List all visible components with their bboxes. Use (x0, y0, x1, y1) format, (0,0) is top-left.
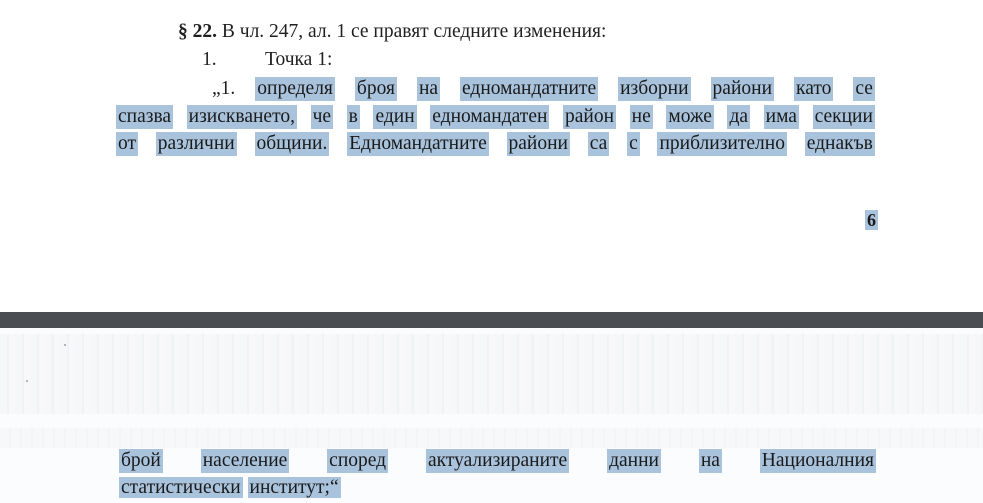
highlighted-word: определя (257, 78, 333, 99)
highlighted-word: статистически (121, 477, 241, 498)
highlighted-word: секции (814, 106, 873, 127)
heading-text: В чл. 247, ал. 1 се правят следните изменения: (217, 21, 607, 42)
highlighted-word: има (765, 106, 797, 127)
highlighted-word: броя (356, 78, 395, 99)
highlighted-word: от (118, 133, 137, 154)
paragraph-line-1 (212, 77, 875, 101)
highlighted-word: данни (609, 450, 659, 471)
highlighted-word: да (729, 106, 749, 127)
highlighted-word: райони (712, 78, 773, 99)
scan-speck (26, 380, 28, 382)
highlighted-word: Националния (761, 450, 874, 471)
paragraph-line-5 (119, 476, 341, 500)
highlighted-word: изискването, (188, 106, 295, 127)
highlighted-word: приблизително (659, 133, 785, 154)
section-number: § 22. (178, 21, 217, 42)
page-number-value: 6 (867, 210, 876, 230)
highlighted-word: като (796, 78, 832, 99)
highlighted-word: едномандатен (432, 106, 548, 127)
highlighted-word: според (329, 450, 387, 471)
highlighted-word: изборни (620, 78, 689, 99)
highlighted-word: един (375, 106, 415, 127)
paragraph-line-4 (119, 449, 876, 473)
highlighted-word: на (418, 78, 439, 99)
highlighted-word: институт;“ (249, 477, 339, 498)
scan-speck (64, 344, 66, 346)
paragraph-line-3 (116, 132, 875, 156)
highlighted-word: че (312, 106, 332, 127)
document-page-bottom (0, 328, 983, 503)
highlighted-word: актуализираните (427, 450, 568, 471)
highlighted-word: район (565, 106, 615, 127)
page-number (865, 208, 878, 232)
bleed-through-texture (0, 428, 983, 448)
highlighted-word: може (668, 106, 712, 127)
highlighted-word: с (629, 133, 638, 154)
highlighted-word: в (348, 106, 358, 127)
highlighted-word: не (631, 106, 651, 127)
bleed-through-texture (0, 334, 983, 414)
highlighted-word: едномандатните (462, 78, 597, 99)
item-number: 1. (202, 49, 217, 70)
article-heading (178, 20, 606, 44)
paragraph-line-2 (116, 105, 875, 129)
highlighted-word: Едномандатните (349, 133, 487, 154)
item-title: Точка 1: (265, 49, 333, 70)
highlighted-word: различни (157, 133, 235, 154)
highlighted-word: са (589, 133, 608, 154)
page-separator (0, 312, 983, 328)
highlighted-word: население (202, 450, 288, 471)
highlighted-word: райони (508, 133, 568, 154)
highlighted-word: общини. (256, 133, 328, 154)
highlighted-word: брой (121, 450, 161, 471)
quote-open: „1. (212, 78, 236, 99)
highlighted-word: спазва (118, 106, 172, 127)
highlighted-word: еднакъв (806, 133, 873, 154)
highlighted-word: на (700, 450, 720, 471)
highlighted-word: се (855, 78, 873, 99)
